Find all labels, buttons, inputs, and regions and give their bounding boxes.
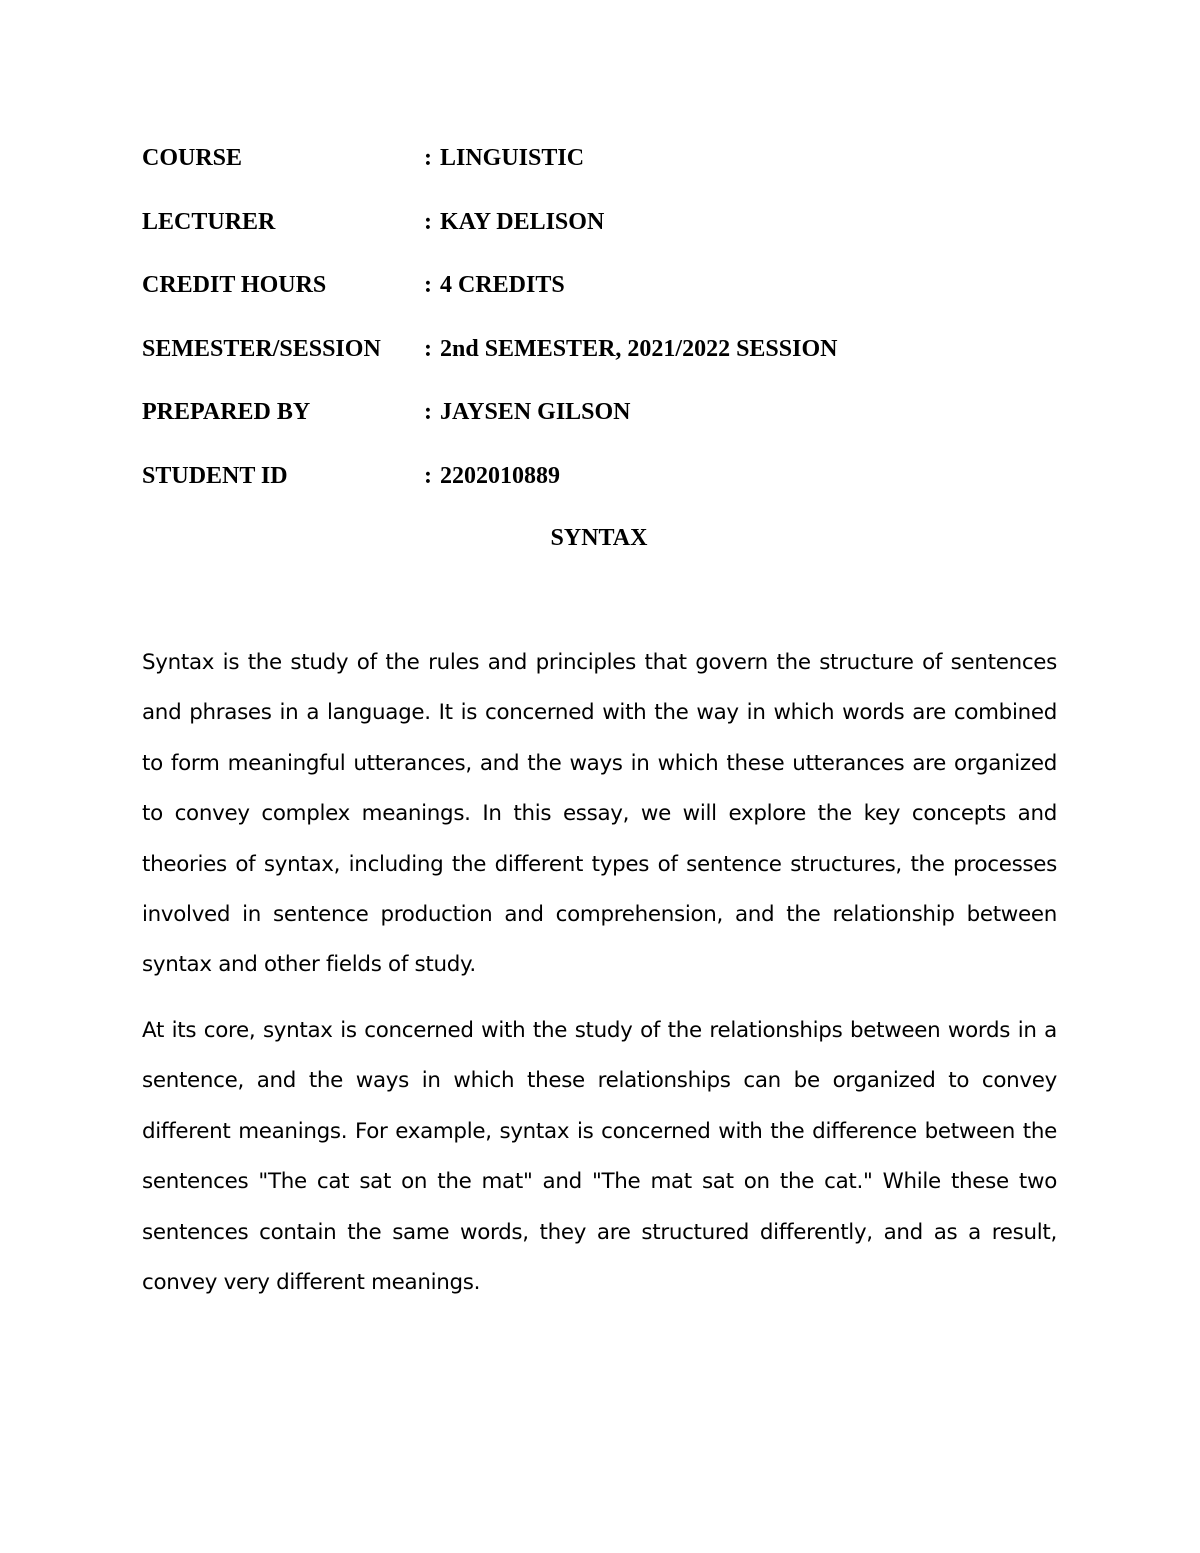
info-separator: :	[424, 145, 432, 171]
info-value: 4 CREDITS	[440, 272, 565, 298]
body-paragraph-1: Syntax is the study of the rules and principles that govern the structure of sentences and phrases in a language. It is concerned with the way in which words are combined to form meaningful utterances, and the ways in which these utterances are organized to convey complex meanings. In this essay, we will explore the key concepts and theories of syntax, including the different types of sentence structures, the processes involved in sentence production and comprehension, and the relationship between syntax and other fields of study.	[142, 650, 1057, 978]
body-paragraph-2: At its core, syntax is concerned with the study of the relationships between words in a sentence, and the ways in which these relationships can be organized to convey different meanings. For example, syntax is concerned with the difference between the sentences "The cat sat on the mat" and "The mat sat on the cat." While these two sentences contain the same words, they are structured differently, and as a result, convey very different meanings.	[142, 1018, 1057, 1296]
info-value: 2nd SEMESTER, 2021/2022 SESSION	[440, 335, 838, 362]
info-row-credit-hours	[142, 265, 1042, 329]
info-label: COURSE	[142, 145, 243, 171]
info-value: LINGUISTIC	[440, 145, 585, 171]
info-row-student-id	[142, 456, 1042, 520]
info-label: LECTURER	[142, 208, 276, 235]
info-label: CREDIT HOURS	[142, 272, 327, 298]
info-separator: :	[424, 462, 432, 489]
info-value: KAY DELISON	[440, 208, 605, 235]
info-separator: :	[424, 208, 432, 235]
info-separator: :	[424, 272, 432, 298]
info-separator: :	[424, 399, 432, 425]
info-value: 2202010889	[440, 462, 560, 489]
info-separator: :	[424, 335, 432, 362]
info-label: PREPARED BY	[142, 399, 311, 425]
document-title	[0, 518, 1200, 558]
info-label: STUDENT ID	[142, 462, 288, 489]
info-row-semester-session	[142, 329, 1042, 393]
info-row-prepared-by	[142, 392, 1042, 456]
info-row-course	[142, 138, 1042, 202]
info-value: JAYSEN GILSON	[440, 399, 631, 425]
document-title-text: SYNTAX	[550, 525, 648, 551]
info-label: SEMESTER/SESSION	[142, 335, 381, 362]
info-row-lecturer	[142, 202, 1042, 266]
course-info-table	[142, 138, 1042, 519]
